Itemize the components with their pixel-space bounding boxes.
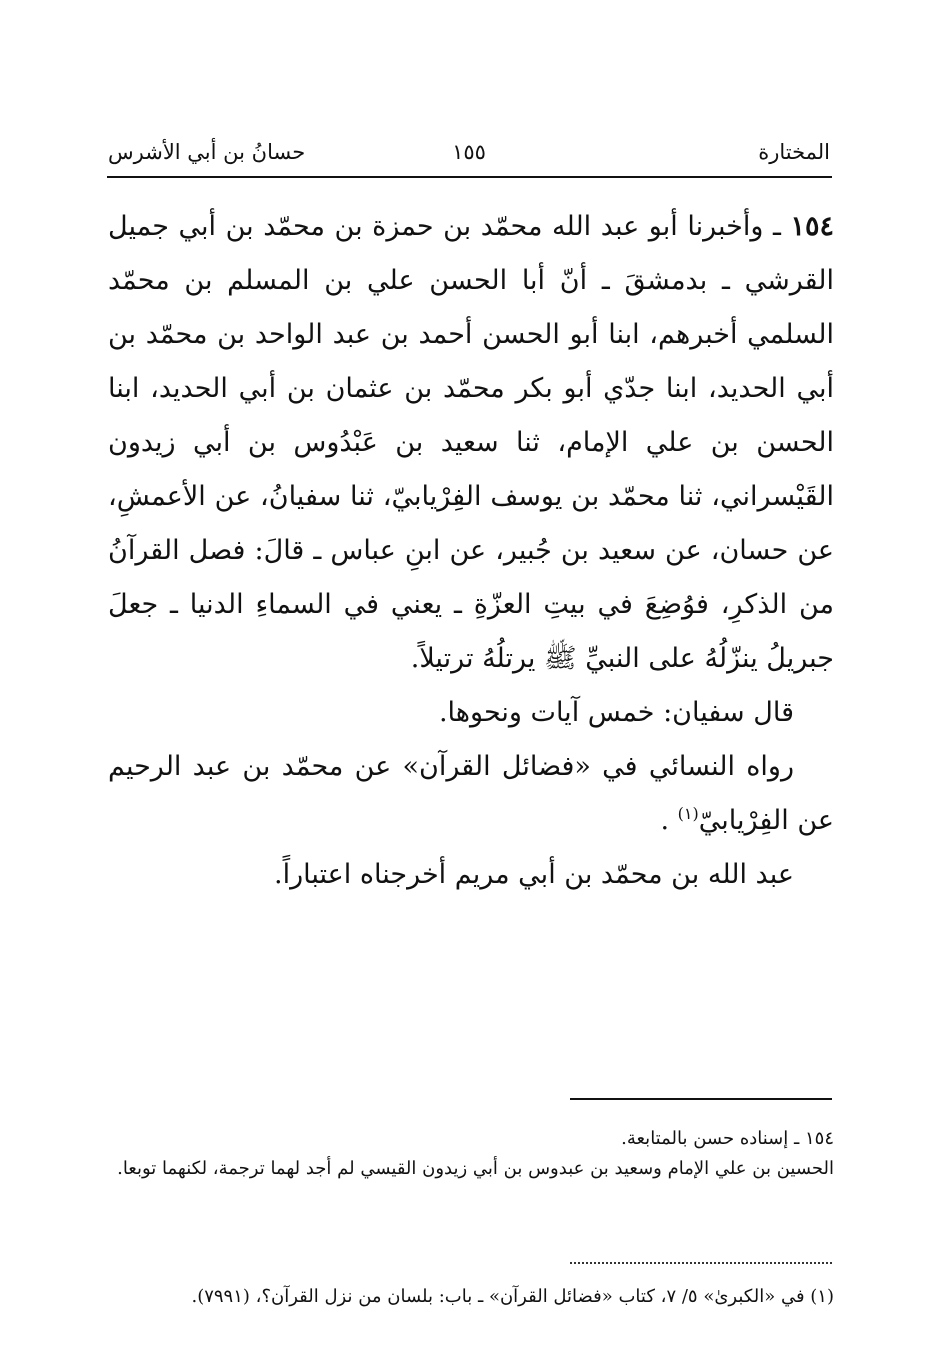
footnote-reference: (١): [677, 804, 699, 823]
hadith-number: ١٥٤: [790, 211, 834, 242]
nasai-end: .: [660, 805, 678, 836]
running-head: [108, 140, 830, 174]
sufyan-note: قال سفيان: خمس آيات ونحوها.: [438, 697, 794, 728]
footnote-divider: [570, 1262, 832, 1264]
page-number: ١٥٥: [452, 140, 486, 164]
note-narrators: الحسين بن علي الإمام وسعيد بن عبدوس بن أبي زيدون القيسي لم أجد لهما ترجمة، لكنهما توبعا.: [117, 1158, 834, 1179]
header-divider: [107, 176, 832, 178]
verification-notes: [108, 1124, 834, 1184]
chapter-title: حسانُ بن أبي الأشرس: [108, 140, 306, 164]
narrator-note: عبد الله بن محمّد بن أبي مريم أخرجناه اعتباراً.: [274, 859, 794, 890]
hadith-paragraph: [108, 200, 834, 686]
nasai-text: رواه النسائي في «فضائل القرآن» عن محمّد بن عبد الرحيم عن الفِرْيابيّ: [108, 751, 834, 836]
main-text: [108, 200, 834, 902]
footnote: (١) في «الكبرىٰ» ٥/ ٧، كتاب «فضائل القرآن» ـ باب: بلسان من نزل القرآن؟، (٧٩٩١).: [191, 1286, 834, 1307]
nasai-paragraph: [108, 740, 834, 848]
notes-divider: [570, 1098, 832, 1100]
hadith-text: ـ وأخبرنا أبو عبد الله محمّد بن حمزة بن محمّد بن أبي جميل القرشي ـ بدمشقَ ـ أنّ أبا الحسن علي بن المسلم بن محمّد السلمي أخبرهم، ابنا أبو الحسن أحمد بن عبد الواحد بن محمّد بن أبي الحديد، ابنا جدّي أبو بكر محمّد بن عثمان بن أبي الحديد، ابنا الحسن بن علي الإمام، ثنا سعيد بن عَبْدُوس بن أبي زيدون القَيْسراني، ثنا محمّد بن يوسف الفِرْيابيّ، ثنا سفيانُ، عن الأعمشِ، عن حسان، عن سعيد بن جُبير، عن ابنِ عباس ـ قالَ: فصل القرآنُ من الذكرِ، فوُضِعَ في بيتِ العزّةِ ـ يعني في السماءِ الدنيا ـ جعلَ جبريلُ ينزّلُهُ على النبيِّ ﷺ يرتلُهُ ترتيلاً.: [108, 211, 834, 674]
note-grade: ١٥٤ ـ إسناده حسن بالمتابعة.: [621, 1128, 834, 1149]
book-title: المختارة: [758, 140, 830, 164]
